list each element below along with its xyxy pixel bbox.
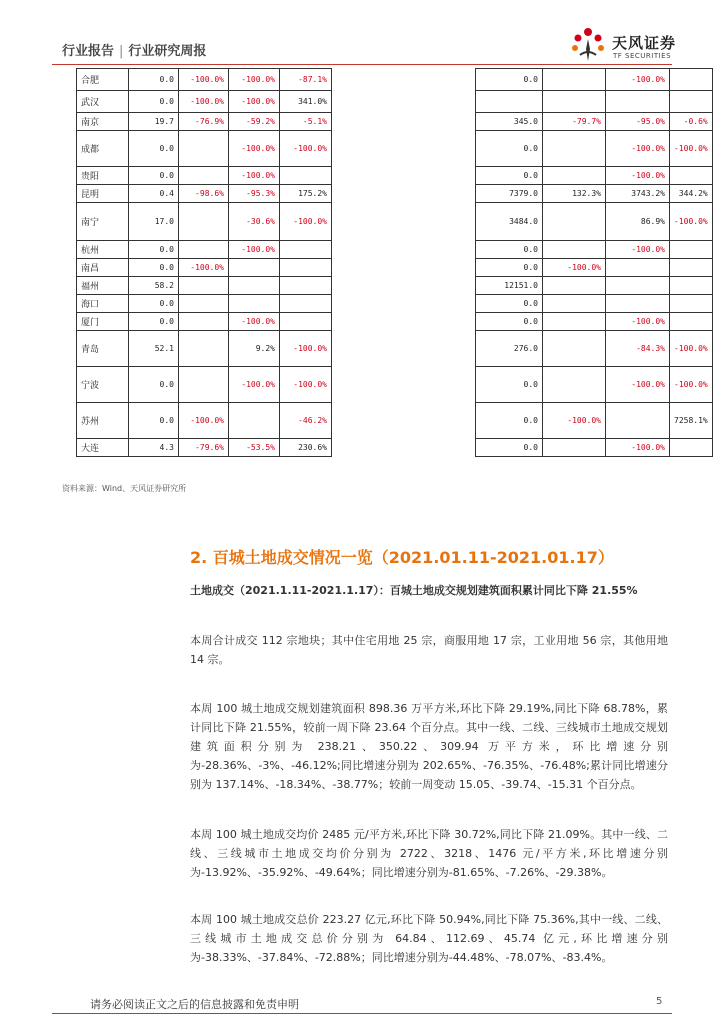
value-cell [670, 277, 713, 295]
value-cell: -100.0% [606, 167, 670, 185]
value-cell: -100.0% [280, 131, 332, 167]
table-gap-cell [332, 167, 476, 185]
table-gap-cell [332, 277, 476, 295]
value-cell: 3484.0 [476, 203, 543, 241]
value-cell: -87.1% [280, 69, 332, 91]
value-cell [606, 277, 670, 295]
table-row [77, 277, 713, 295]
value-cell [280, 313, 332, 331]
table-gap-cell [332, 367, 476, 403]
value-cell [670, 167, 713, 185]
footer-divider [52, 1013, 672, 1014]
paragraph-transactions: 本周合计成交 112 宗地块；其中住宅用地 25 宗，商服用地 17 宗，工业用地 56 宗，其他用地 14 宗。 [190, 634, 668, 666]
value-cell: -100.0% [179, 69, 229, 91]
header-divider [52, 64, 672, 65]
value-cell: 19.7 [129, 113, 179, 131]
value-cell: 0.0 [129, 295, 179, 313]
value-cell: -59.2% [229, 113, 280, 131]
disclaimer-link[interactable]: 请务必阅读正文之后的信息披露和免责申明 [90, 998, 299, 1011]
table-gap-cell [332, 403, 476, 439]
value-cell: 341.0% [280, 91, 332, 113]
value-cell: -100.0% [606, 313, 670, 331]
value-cell [543, 331, 606, 367]
value-cell: -100.0% [543, 259, 606, 277]
source-note: 资料来源：Wind、天风证券研究所 [62, 484, 187, 493]
value-cell: -100.0% [179, 259, 229, 277]
value-cell: -5.1% [280, 113, 332, 131]
value-cell: -30.6% [229, 203, 280, 241]
value-cell: 0.4 [129, 185, 179, 203]
value-cell [280, 259, 332, 277]
value-cell: 0.0 [129, 403, 179, 439]
value-cell: -0.6% [670, 113, 713, 131]
value-cell [543, 241, 606, 259]
value-cell: 0.0 [129, 91, 179, 113]
table-row [77, 69, 713, 91]
table-gap-cell [332, 185, 476, 203]
value-cell [543, 439, 606, 457]
table-row [77, 259, 713, 277]
city-cell: 厦门 [77, 313, 129, 331]
value-cell: 4.3 [129, 439, 179, 457]
value-cell: 86.9% [606, 203, 670, 241]
value-cell: -100.0% [670, 367, 713, 403]
value-cell: 3743.2% [606, 185, 670, 203]
table-row [77, 439, 713, 457]
value-cell: -100.0% [229, 241, 280, 259]
value-cell: 175.2% [280, 185, 332, 203]
value-cell: 132.3% [543, 185, 606, 203]
table-row [77, 203, 713, 241]
value-cell [179, 203, 229, 241]
value-cell [280, 241, 332, 259]
table-row [77, 131, 713, 167]
city-cell: 武汉 [77, 91, 129, 113]
table-gap-cell [332, 91, 476, 113]
paragraph-total-price: 本周 100 城土地成交总价 223.27 亿元,环比下降 50.94%,同比下降 75.36%,其中一线、二线、三线城市土地成交总价分别为 64.84、112.69、45.74 亿元,环比增速分别为-38.33%、-37.84%、-72.88%；同比增速分别为-44.48%、-78.07%、-83.4%。 [190, 913, 668, 964]
value-cell: 0.0 [476, 403, 543, 439]
subcategory-label: 行业研究周报 [128, 44, 207, 59]
value-cell [476, 91, 543, 113]
value-cell: -100.0% [670, 203, 713, 241]
value-cell: 0.0 [476, 167, 543, 185]
value-cell: -76.9% [179, 113, 229, 131]
table-row [77, 403, 713, 439]
value-cell: -84.3% [606, 331, 670, 367]
value-cell: 0.0 [129, 367, 179, 403]
value-cell: 0.0 [129, 69, 179, 91]
value-cell: 0.0 [129, 241, 179, 259]
value-cell [229, 295, 280, 313]
table-row [77, 113, 713, 131]
category-label: 行业报告 [62, 44, 115, 59]
value-cell [606, 259, 670, 277]
city-cell: 南宁 [77, 203, 129, 241]
city-cell: 青岛 [77, 331, 129, 367]
section-title: 2. 百城土地成交情况一览（2021.01.11-2021.01.17） [190, 548, 614, 567]
value-cell [179, 295, 229, 313]
value-cell: 52.1 [129, 331, 179, 367]
table-row [77, 331, 713, 367]
city-cell: 贵阳 [77, 167, 129, 185]
value-cell: -100.0% [229, 69, 280, 91]
brand-logo [568, 27, 678, 67]
city-cell: 福州 [77, 277, 129, 295]
city-cell: 海口 [77, 295, 129, 313]
value-cell [670, 259, 713, 277]
value-cell: 0.0 [476, 439, 543, 457]
brand-name: 天风证券 [612, 34, 677, 52]
value-cell [670, 91, 713, 113]
value-cell: 0.0 [476, 295, 543, 313]
value-cell: -79.7% [543, 113, 606, 131]
value-cell: -100.0% [229, 91, 280, 113]
value-cell [179, 241, 229, 259]
table-row [77, 241, 713, 259]
value-cell: 17.0 [129, 203, 179, 241]
value-cell [543, 313, 606, 331]
value-cell [179, 313, 229, 331]
value-cell: 0.0 [129, 131, 179, 167]
value-cell [543, 277, 606, 295]
value-cell [543, 91, 606, 113]
value-cell [229, 403, 280, 439]
value-cell: 9.2% [229, 331, 280, 367]
paragraph-floor-area: 本周 100 城土地成交规划建筑面积 898.36 万平方米,环比下降 29.19%,同比下降 68.78%，累计同比下降 21.55%，较前一周下降 23.64 个百分点。其中一线、二线、三线城市土地成交规划建筑面积分别为 238.21、350.22、309.94 万平方米，环比增速分别为-28.36%、-3%、-46.12%;同比增速分别为 202.65%、-76.35%、-76.48%;累计同比增速分别为 137.14%、-18.34%、-38.77%；较前一周变动 15.05、-39.74、-15.31 个百分点。 [190, 702, 668, 791]
value-cell [280, 277, 332, 295]
value-cell: 0.0 [476, 69, 543, 91]
table-row [77, 295, 713, 313]
value-cell [670, 295, 713, 313]
value-cell: -95.0% [606, 113, 670, 131]
value-cell: -100.0% [670, 131, 713, 167]
city-cell: 成都 [77, 131, 129, 167]
value-cell: -100.0% [229, 167, 280, 185]
value-cell: -53.5% [229, 439, 280, 457]
value-cell [179, 167, 229, 185]
value-cell: -100.0% [606, 131, 670, 167]
value-cell [543, 167, 606, 185]
value-cell [670, 69, 713, 91]
value-cell: -100.0% [229, 367, 280, 403]
value-cell: -46.2% [280, 403, 332, 439]
city-cell: 苏州 [77, 403, 129, 439]
value-cell: 345.0 [476, 113, 543, 131]
table-row [77, 367, 713, 403]
city-cell: 杭州 [77, 241, 129, 259]
city-data-table [76, 68, 713, 457]
value-cell [229, 259, 280, 277]
value-cell [179, 277, 229, 295]
value-cell [606, 91, 670, 113]
value-cell: -95.3% [229, 185, 280, 203]
value-cell: -100.0% [280, 367, 332, 403]
value-cell: 7379.0 [476, 185, 543, 203]
value-cell: -100.0% [606, 367, 670, 403]
value-cell [543, 131, 606, 167]
value-cell [670, 439, 713, 457]
city-cell: 宁波 [77, 367, 129, 403]
table-gap-cell [332, 331, 476, 367]
value-cell: 58.2 [129, 277, 179, 295]
table-gap-cell [332, 259, 476, 277]
city-cell: 南昌 [77, 259, 129, 277]
value-cell: -100.0% [606, 439, 670, 457]
value-cell [229, 277, 280, 295]
value-cell: -100.0% [280, 203, 332, 241]
city-cell: 合肥 [77, 69, 129, 91]
value-cell [606, 403, 670, 439]
value-cell: 0.0 [476, 241, 543, 259]
value-cell: 7258.1% [670, 403, 713, 439]
table-gap-cell [332, 113, 476, 131]
value-cell: -100.0% [670, 331, 713, 367]
value-cell: -100.0% [280, 331, 332, 367]
value-cell [543, 203, 606, 241]
paragraph-avg-price: 本周 100 城土地成交均价 2485 元/平方米,环比下降 30.72%,同比下降 21.09%。其中一线、二线、三线城市土地成交均价分别为 2722、3218、1476 元/平方米,环比增速分别为-13.92%、-35.92%、-49.64%；同比增速分别为-81.65%、-7.26%、-29.38%。 [190, 828, 668, 879]
value-cell [280, 295, 332, 313]
table-gap-cell [332, 439, 476, 457]
value-cell [280, 167, 332, 185]
table-row [77, 185, 713, 203]
value-cell: -100.0% [179, 403, 229, 439]
value-cell [543, 69, 606, 91]
value-cell [543, 367, 606, 403]
value-cell: 0.0 [476, 131, 543, 167]
table-row [77, 91, 713, 113]
value-cell: 230.6% [280, 439, 332, 457]
value-cell: 12151.0 [476, 277, 543, 295]
city-cell: 昆明 [77, 185, 129, 203]
table-gap-cell [332, 203, 476, 241]
value-cell: -98.6% [179, 185, 229, 203]
value-cell: 0.0 [129, 167, 179, 185]
value-cell: 0.0 [476, 259, 543, 277]
table-gap-cell [332, 313, 476, 331]
table-gap-cell [332, 69, 476, 91]
table-row [77, 313, 713, 331]
table-gap-cell [332, 241, 476, 259]
table-gap-cell [332, 131, 476, 167]
page-number: 5 [656, 996, 663, 1007]
value-cell [670, 241, 713, 259]
city-cell: 大连 [77, 439, 129, 457]
value-cell [606, 295, 670, 313]
value-cell: -100.0% [229, 313, 280, 331]
value-cell: 0.0 [476, 313, 543, 331]
table-gap-cell [332, 295, 476, 313]
value-cell [179, 367, 229, 403]
value-cell: -100.0% [606, 69, 670, 91]
table-row [77, 167, 713, 185]
city-cell: 南京 [77, 113, 129, 131]
value-cell: -100.0% [606, 241, 670, 259]
value-cell: 0.0 [129, 313, 179, 331]
header-separator: | [119, 44, 124, 59]
value-cell: -100.0% [229, 131, 280, 167]
value-cell [670, 313, 713, 331]
report-category [62, 40, 206, 59]
value-cell: -79.6% [179, 439, 229, 457]
value-cell: 0.0 [129, 259, 179, 277]
value-cell: 0.0 [476, 367, 543, 403]
value-cell: -100.0% [179, 91, 229, 113]
value-cell: 344.2% [670, 185, 713, 203]
value-cell [179, 131, 229, 167]
value-cell: -100.0% [543, 403, 606, 439]
value-cell [179, 331, 229, 367]
value-cell [543, 295, 606, 313]
value-cell: 276.0 [476, 331, 543, 367]
brand-name-en: TF SECURITIES [613, 52, 672, 60]
section-subtitle: 土地成交（2021.1.11-2021.1.17）：百城土地成交规划建筑面积累计同比下降 21.55% [190, 584, 638, 597]
brand-logo-icon [568, 27, 608, 67]
